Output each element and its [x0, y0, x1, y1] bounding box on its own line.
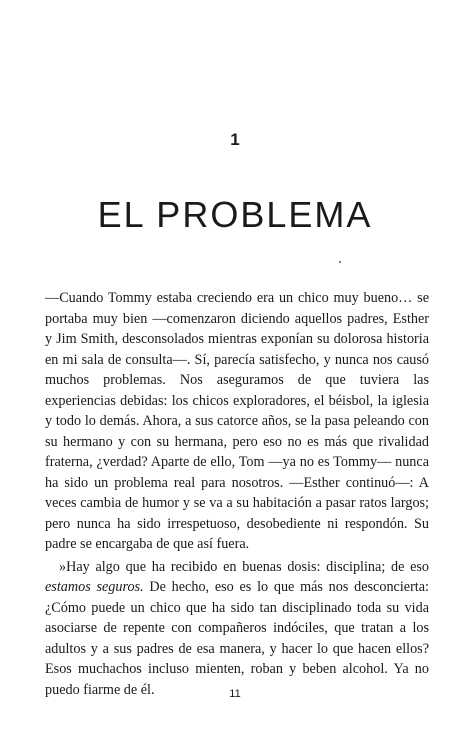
paragraph-2-start: »Hay algo que ha recibido en buenas dosis: disciplina; de eso — [59, 558, 429, 575]
body-text — [45, 288, 429, 700]
decorative-dot — [339, 261, 341, 263]
paragraph-2-italic: estamos seguros. — [45, 579, 144, 595]
chapter-number: 1 — [230, 130, 240, 149]
page-number: 11 — [229, 688, 241, 700]
paragraph-1: —Cuando Tommy estaba creciendo era un chico muy bueno… se portaba muy bien —comenzaron diciendo aquellos padres, Esther y Jim Smith, desconsolados mientras exponían su dolorosa historia en mi sala de consulta—. Sí, parecía satisfecho, y nunca nos causó muchos problemas. Nos aseguramos de que tuviera las experiencias debidas: los chicos exploradores, el béisbol, la iglesia y todo lo demás. Ahora, a sus catorce años, se la pasa peleando con su hermano y con su hermana, pero eso no es más que rivalidad fraterna, ¿verdad? Aparte de ello, Tom —ya no es Tommy— nunca ha sido un problema real para nosotros. —Esther continuó—: A veces cambia de humor y se va a su habitación a pasar ratos largos; pero nunca ha sido irrespetuoso, desobediente ni respondón. Su padre se encargaba de que así fuera. — [45, 290, 429, 552]
paragraph-2-end: De hecho, eso es lo que más nos desconcierta: ¿Cómo puede un chico que ha sido tan disciplinado toda su vida asociarse de repente con compañeros indóciles, que tratan a los adultos y a sus padres de esa manera, y hacer lo que hacen ellos? Esos muchachos incluso mienten, roban y beben alcohol. Ya no puedo fiarme de él. — [45, 579, 429, 698]
paragraph-2 — [45, 557, 429, 701]
chapter-title: EL PROBLEMA — [97, 194, 373, 235]
